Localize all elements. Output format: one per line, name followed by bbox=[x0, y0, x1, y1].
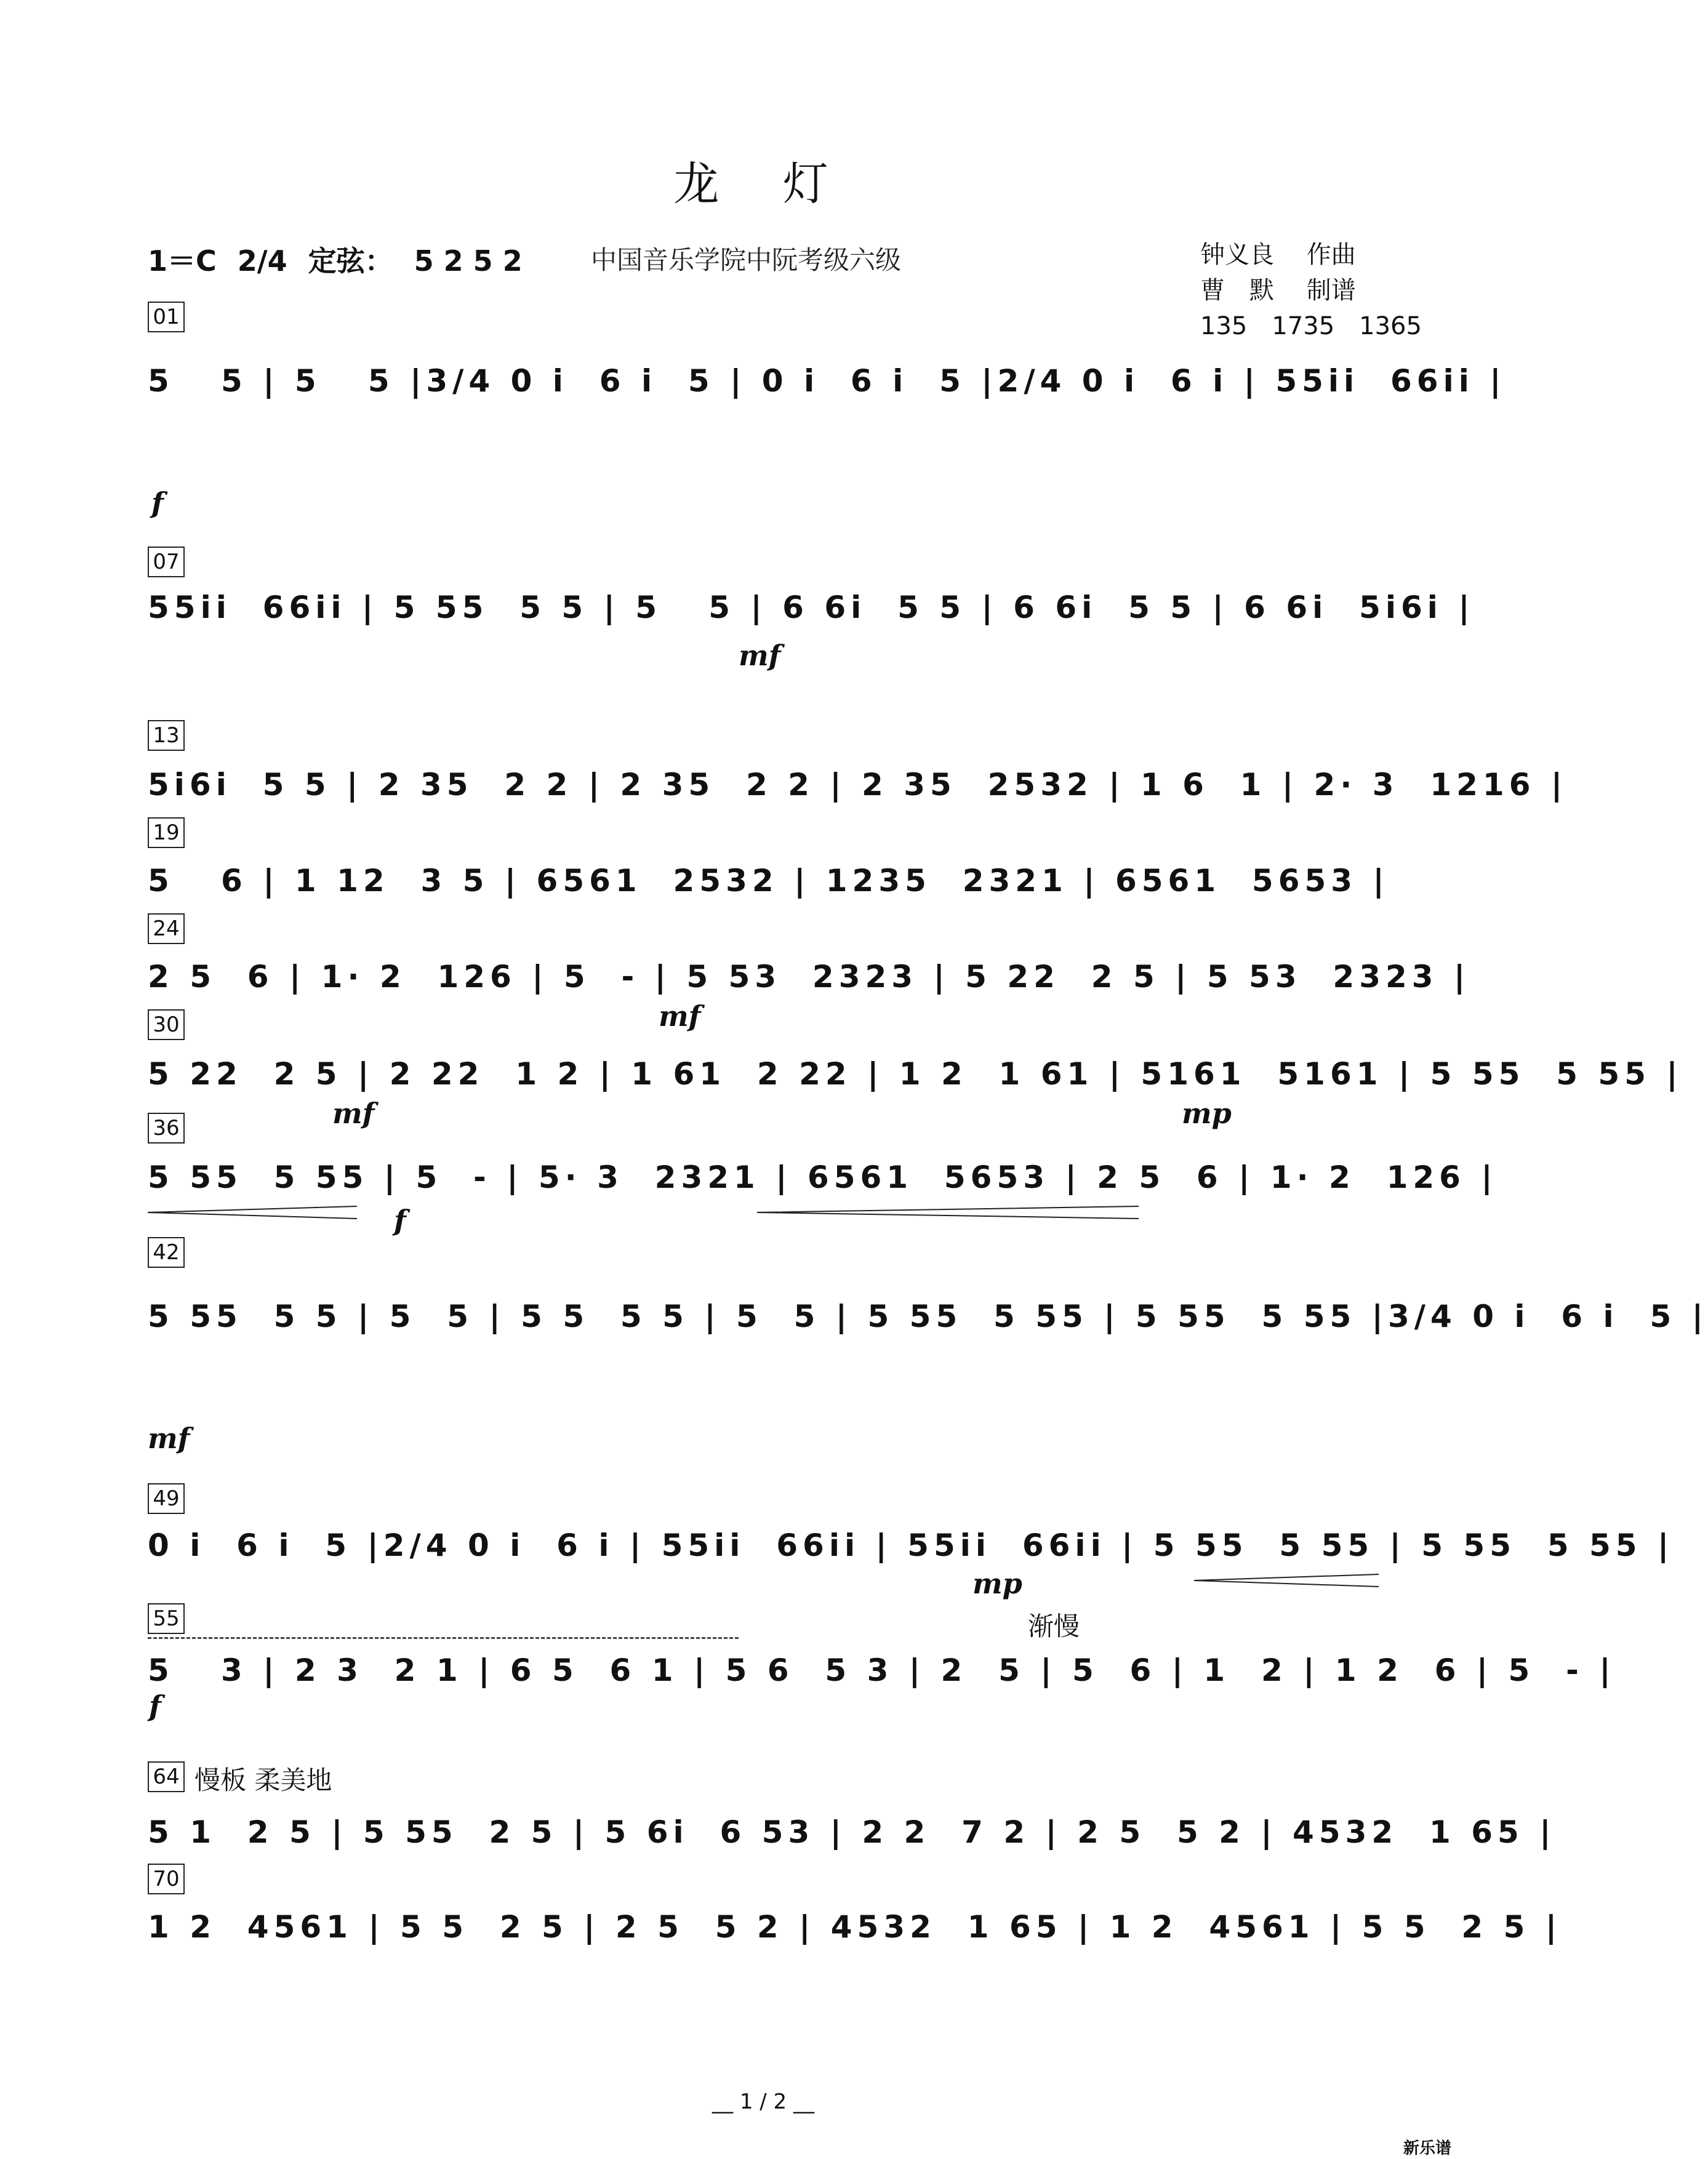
composer: 钟义良 作曲 bbox=[1200, 241, 1356, 269]
measure-number: 42 bbox=[148, 1237, 185, 1268]
measure-number: 13 bbox=[148, 720, 185, 751]
dashed-line bbox=[148, 1637, 739, 1639]
measure-number: 01 bbox=[148, 302, 185, 332]
tempo-marking: 慢板 柔美地 bbox=[194, 1765, 332, 1795]
tuning-label: 定弦： bbox=[308, 244, 393, 278]
dynamic-mark: mp bbox=[972, 1567, 1022, 1600]
measure-number: 24 bbox=[148, 913, 185, 944]
dynamic-mark: f bbox=[151, 486, 164, 519]
dynamic-mark: mf bbox=[148, 1422, 190, 1455]
tuning-notes: 5 2 5 2 bbox=[414, 244, 523, 278]
dynamic-mark: f bbox=[149, 1689, 161, 1723]
dynamic-mark: mf bbox=[332, 1097, 375, 1130]
key-label: 1＝C bbox=[148, 244, 217, 278]
measure-number: 70 bbox=[148, 1864, 185, 1894]
site-logo: 新乐谱 bbox=[1403, 2139, 1452, 2158]
notes: 5 1 2 5 | 5 55 2 5 | 5 6i 6 53 | 2 2 7 2 | 2 5 5 2 | 4532 1 65 | bbox=[148, 1814, 1556, 1850]
notes: 5 5 | 5 5 |3/4 0 i 6 i 5 | 0 i 6 i 5 |2/4 0 i 6 i | 55ii 66ii | bbox=[148, 363, 1506, 399]
page-number: __ 1 / 2 __ bbox=[712, 2089, 814, 2114]
notes: 5 55 5 55 | 5 - | 5· 3 2321 | 6561 5653 | 2 5 6 | 1· 2 126 | bbox=[148, 1160, 1498, 1195]
dynamic-mark: mp bbox=[1182, 1097, 1232, 1130]
staff-line bbox=[148, 1237, 1708, 1455]
crescendo-mark bbox=[1194, 1573, 1379, 1585]
staff-line bbox=[148, 302, 1506, 519]
staff-line bbox=[148, 720, 1568, 812]
staff-line bbox=[148, 1483, 1674, 1600]
measure-number: 55 bbox=[148, 1603, 185, 1634]
staff-line bbox=[148, 547, 1475, 725]
measure-number: 30 bbox=[148, 1009, 185, 1040]
tempo-marking: 渐慢 bbox=[1028, 1611, 1080, 1641]
notes: 1 2 4561 | 5 5 2 5 | 2 5 5 2 | 4532 1 65 | 1 2 4561 | 5 5 2 5 | bbox=[148, 1909, 1562, 1945]
crescendo-mark bbox=[757, 1205, 1139, 1217]
staff-line bbox=[148, 1864, 1562, 1956]
notes: 5 3 | 2 3 2 1 | 6 5 6 1 | 5 6 5 3 | 2 5 | 5 6 | 1 2 | 1 2 6 | 5 - | bbox=[148, 1652, 1616, 1688]
dynamic-mark: mf bbox=[739, 639, 781, 672]
measure-number: 36 bbox=[148, 1113, 185, 1144]
staff-line bbox=[148, 1113, 1498, 1237]
arranger: 曹 默 制谱 bbox=[1200, 276, 1356, 305]
notes: 5i6i 5 5 | 2 35 2 2 | 2 35 2 2 | 2 35 2532 | 1 6 1 | 2· 3 1216 | bbox=[148, 767, 1568, 803]
measure-number: 49 bbox=[148, 1483, 185, 1514]
page-number-text: 1 / 2 bbox=[739, 2089, 787, 2114]
notes: 2 5 6 | 1· 2 126 | 5 - | 5 53 2323 | 5 22 2 5 | 5 53 2323 | bbox=[148, 959, 1470, 995]
dynamic-mark: mf bbox=[659, 999, 701, 1033]
staff-line bbox=[148, 1603, 1616, 1732]
fingering: 135 1735 1365 bbox=[1200, 312, 1422, 340]
notes: 5 6 | 1 12 3 5 | 6561 2532 | 1235 2321 | 6561 5653 | bbox=[148, 863, 1389, 899]
time-signature: 2/4 bbox=[237, 244, 287, 278]
notes: 5 55 5 5 | 5 5 | 5 5 5 5 | 5 5 | 5 55 5 55 | 5 55 5 55 |3/4 0 i 6 i 5 | bbox=[148, 1299, 1708, 1334]
staff-line bbox=[148, 817, 1391, 910]
staff-line bbox=[148, 1761, 1556, 1854]
measure-number: 19 bbox=[148, 817, 185, 848]
score-title: 龙 灯 bbox=[673, 158, 853, 210]
key-signature bbox=[148, 239, 534, 279]
dynamic-mark: f bbox=[394, 1204, 406, 1237]
measure-number: 64 bbox=[148, 1761, 185, 1792]
notes: 5 22 2 5 | 2 22 1 2 | 1 61 2 22 | 1 2 1 61 | 5161 5161 | 5 55 5 55 | bbox=[148, 1056, 1683, 1092]
notes: 0 i 6 i 5 |2/4 0 i 6 i | 55ii 66ii | 55ii 66ii | 5 55 5 55 | 5 55 5 55 | bbox=[148, 1528, 1674, 1563]
measure-number: 07 bbox=[148, 547, 185, 577]
notes: 55ii 66ii | 5 55 5 5 | 5 5 | 6 6i 5 5 | 6 6i 5 5 | 6 6i 5i6i | bbox=[148, 590, 1475, 625]
crescendo-mark bbox=[148, 1205, 357, 1217]
score-subtitle: 中国音乐学院中阮考级六级 bbox=[591, 245, 902, 275]
